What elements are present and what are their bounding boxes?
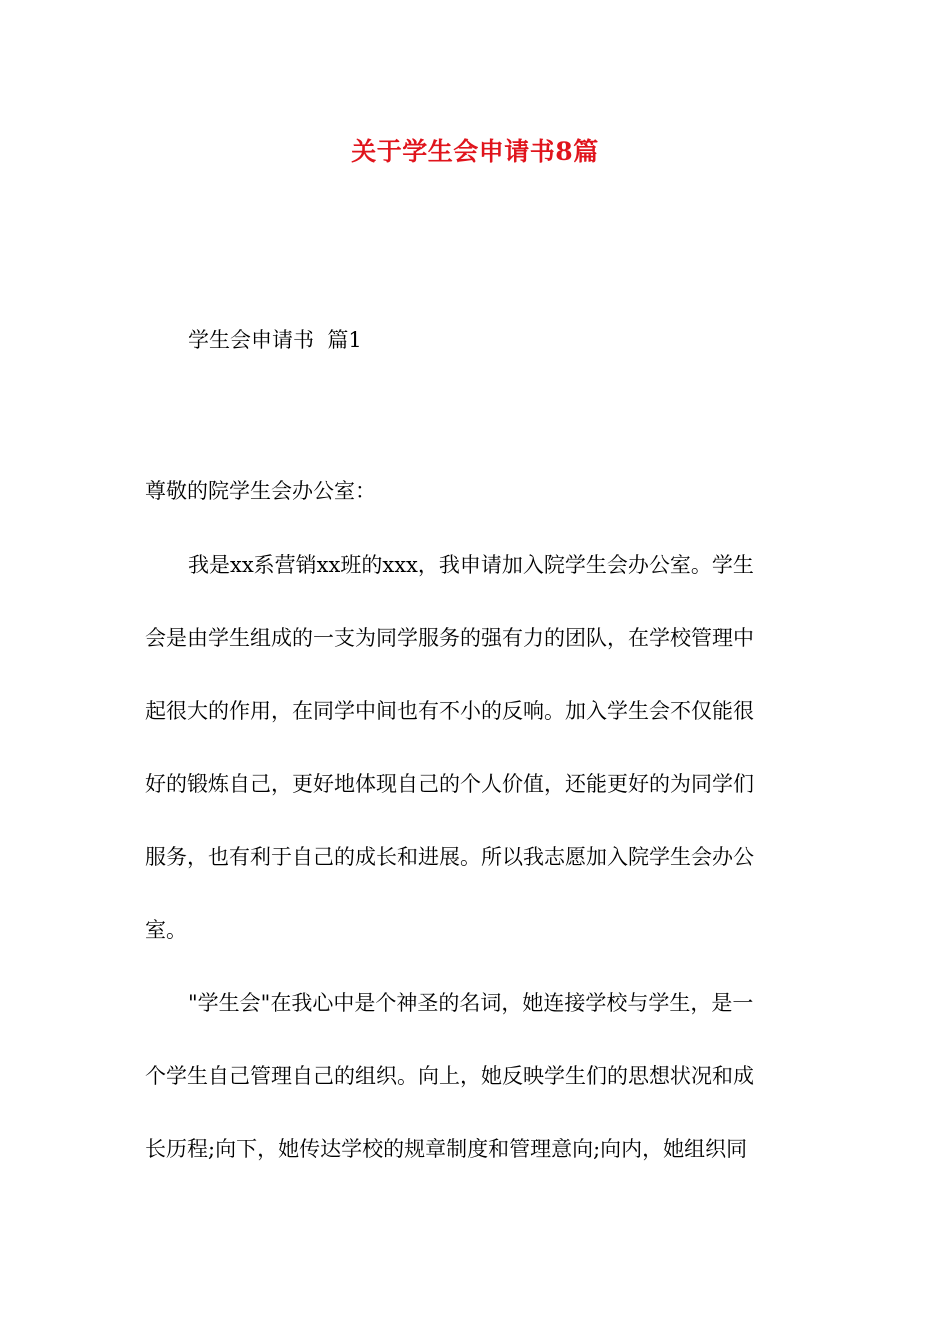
paragraph-line: 我是xx系营销xx班的xxx，我申请加入院学生会办公室。学生 (188, 553, 754, 577)
salutation: 尊敬的院学生会办公室： (145, 479, 376, 503)
paragraph-line: 服务，也有利于自己的成长和进展。所以我志愿加入院学生会办公 (145, 845, 754, 869)
paragraph-line: 好的锻炼自己，更好地体现自己的个人价值，还能更好的为同学们 (145, 772, 754, 796)
paragraph-line: 会是由学生组成的一支为同学服务的强有力的团队，在学校管理中 (145, 626, 754, 650)
paragraph-line: 室。 (145, 918, 187, 942)
section-heading: 学生会申请书 篇1 (188, 328, 362, 352)
paragraph-line: 个学生自己管理自己的组织。向上，她反映学生们的思想状况和成 (145, 1064, 754, 1088)
paragraph-line: 起很大的作用，在同学中间也有不小的反响。加入学生会不仅能很 (145, 699, 754, 723)
paragraph-line: "学生会"在我心中是个神圣的名词，她连接学校与学生，是一 (188, 991, 754, 1015)
document-title: 关于学生会申请书8篇 (351, 137, 599, 166)
paragraph-line: 长历程;向下，她传达学校的规章制度和管理意向;向内，她组织同 (145, 1137, 748, 1161)
